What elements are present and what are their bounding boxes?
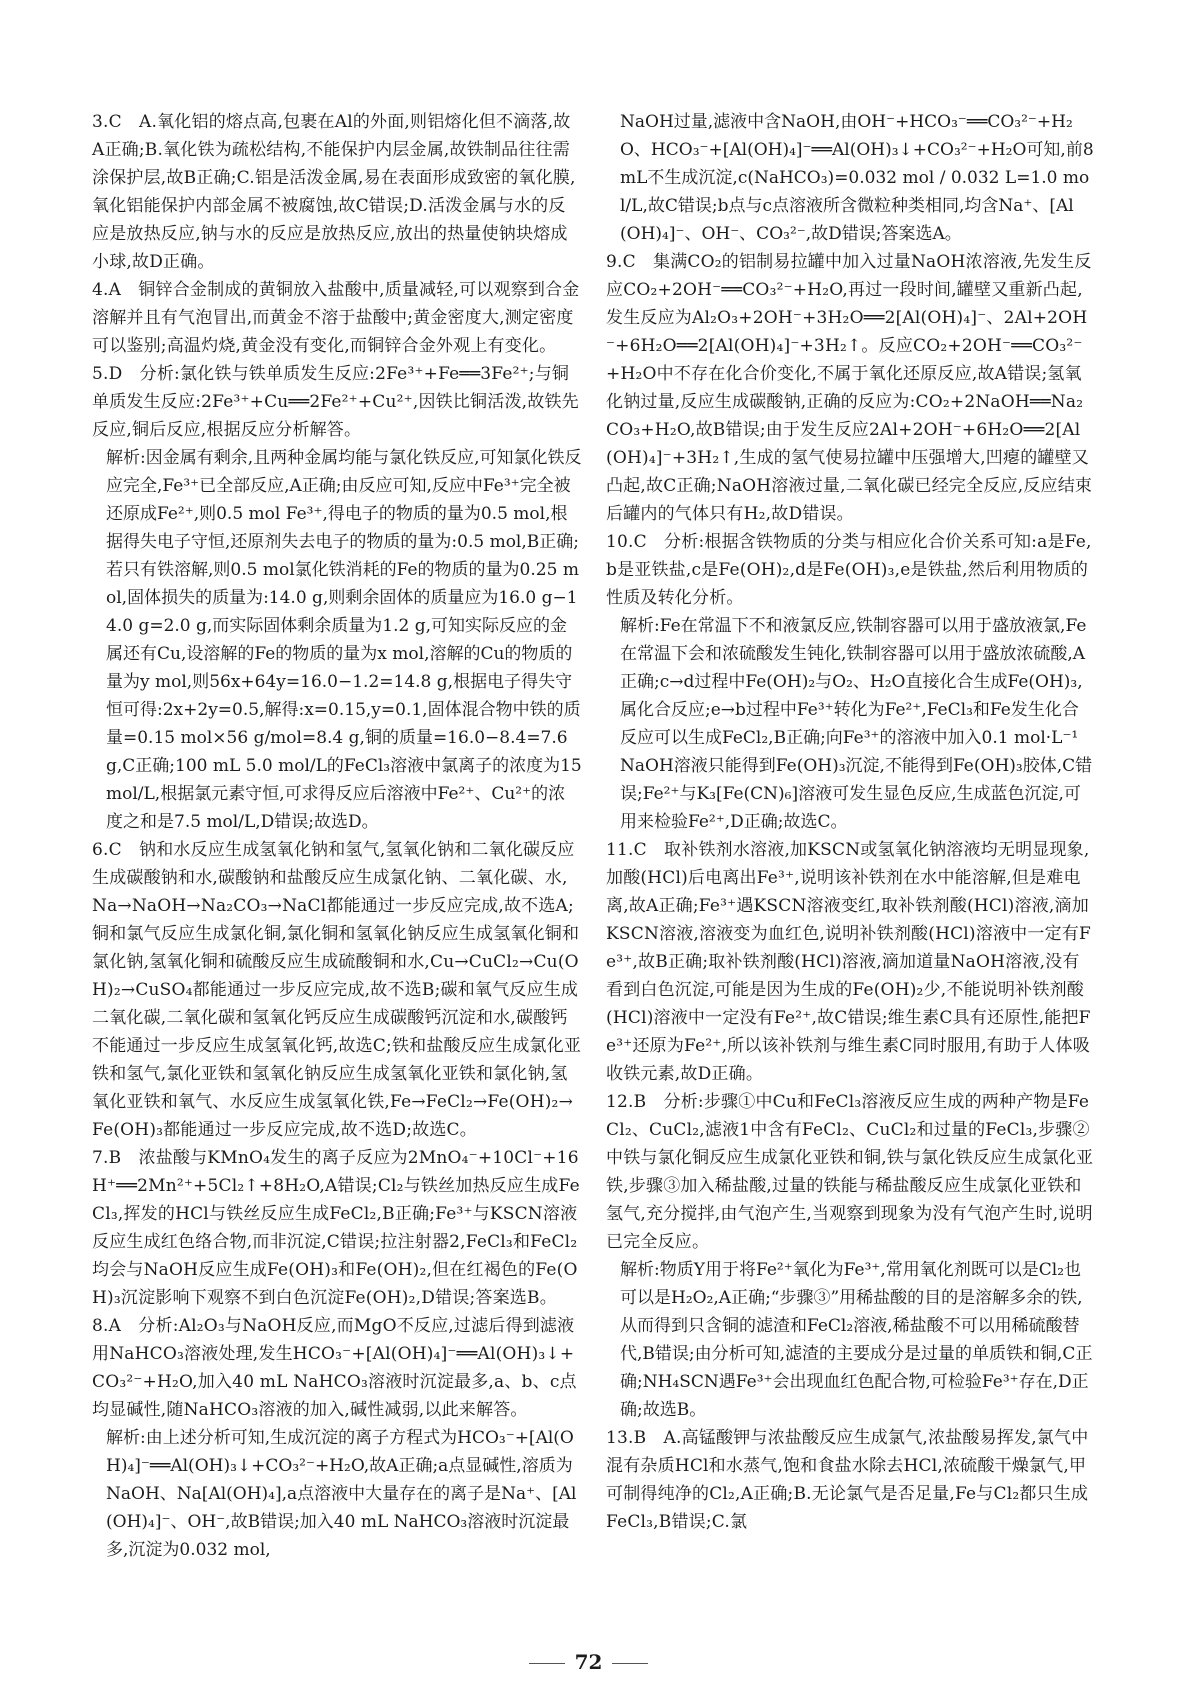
answer-4: 4.A 铜锌合金制成的黄铜放入盐酸中,质量减轻,可以观察到合金溶解并且有气泡冒出,而黄金不溶于盐酸中;黄金密度大,测定密度可以鉴别;高温灼烧,黄金没有变化,而铜锌合金外观上有变化。 — [92, 280, 580, 356]
answer-8-analysis: 8.A 分析:Al₂O₃与NaOH反应,而MgO不反应,过滤后得到滤液用NaHCO₃溶液处理,发生HCO₃⁻+[Al(OH)₄]⁻══Al(OH)₃↓+CO₃²⁻+H₂O,加入40 mL NaHCO₃溶液时沉淀最多,a、b、c点均显碱性,随NaHCO₃溶液的加入,碱性减弱,以此来解答。 — [92, 1316, 577, 1420]
answer-9: 9.C 集满CO₂的铝制易拉罐中加入过量NaOH浓溶液,先发生反应CO₂+2OH⁻══CO₃²⁻+H₂O,再过一段时间,罐壁又重新凸起,发生反应为Al₂O₃+2OH⁻+3H₂O══2[Al(OH)₄]⁻、2Al+2OH⁻+6H₂O══2[Al(OH)₄]⁻+3H₂↑。反应CO₂+2OH⁻══CO₃²⁻+H₂O中不存在化合价变化,不属于氧化还原反应,故A错误;氢氧化钠过量,反应生成碳酸钠,正确的反应为:CO₂+2NaOH══Na₂CO₃+H₂O,故B错误;由于发生反应2Al+2OH⁻+6H₂O══2[Al(OH)₄]⁻+3H₂↑,生成的氢气使易拉罐中压强增大,凹瘪的罐壁又凸起,故C正确;NaOH溶液过量,二氧化碳已经完全反应,反应结束后罐内的气体只有H₂,故D错误。 — [606, 252, 1093, 524]
answer-12-explanation: 解析:物质Y用于将Fe²⁺氧化为Fe³⁺,常用氧化剂既可以是Cl₂也可以是H₂O₂,A正确;“步骤③”用稀盐酸的目的是溶解多余的铁,从而得到只含铜的滤渣和FeCl₂溶液,稀盐酸不可以用稀硫酸替代,B错误;由分析可知,滤渣的主要成分是过量的单质铁和铜,C正确;NH₄SCN遇Fe³⁺会出现血红色配合物,可检验Fe³⁺存在,D正确;故选B。 — [620, 1260, 1093, 1420]
answer-7: 7.B 浓盐酸与KMnO₄发生的离子反应为2MnO₄⁻+10Cl⁻+16H⁺══2Mn²⁺+5Cl₂↑+8H₂O,A错误;Cl₂与铁丝加热反应生成FeCl₃,挥发的HCl与铁丝反应生成FeCl₂,B正确;Fe³⁺与KSCN溶液反应生成红色络合物,而非沉淀,C错误;拉注射器2,FeCl₃和FeCl₂均会与NaOH反应生成Fe(OH)₃和Fe(OH)₂,但在红褐色的Fe(OH)₃沉淀影响下观察不到白色沉淀Fe(OH)₂,D错误;答案选B。 — [92, 1148, 580, 1308]
answer-3: 3.C A.氧化铝的熔点高,包裹在Al的外面,则铝熔化但不滴落,故A正确;B.氧化铁为疏松结构,不能保护内层金属,故铁制品往往需涂保护层,故B正确;C.铝是活泼金属,易在表面形成致密的氧化膜,氧化铝能保护内部金属不被腐蚀,故C错误;D.活泼金属与水的反应是放热反应,钠与水的反应是放热反应,放出的热量使钠块熔成小球,故D正确。 — [92, 112, 576, 272]
page-footer — [0, 1648, 1177, 1676]
answer-8-explanation: 解析:由上述分析可知,生成沉淀的离子方程式为HCO₃⁻+[Al(OH)₄]⁻══Al(OH)₃↓+CO₃²⁻+H₂O,故A正确;a点显碱性,溶质为NaOH、Na[Al(OH)₄],a点溶液中大量存在的离子是Na⁺、[Al(OH)₄]⁻、OH⁻,故B错误;加入40 mL NaHCO₃溶液时沉淀最多,沉淀为0.032 mol, — [106, 1428, 577, 1560]
answer-5-explanation: 解析:因金属有剩余,且两种金属均能与氯化铁反应,可知氯化铁反应完全,Fe³⁺已全部反应,A正确;由反应可知,反应中Fe³⁺完全被还原成Fe²⁺,则0.5 mol Fe³⁺,得电子的物质的量为0.5 mol,根据得失电子守恒,还原剂失去电子的物质的量为:0.5 mol,B正确;若只有铁溶解,则0.5 mol氯化铁消耗的Fe的物质的量为0.25 mol,固体损失的质量为:14.0 g,则剩余固体的质量应为16.0 g−14.0 g=2.0 g,而实际固体剩余质量为1.2 g,可知实际反应的金属还有Cu,设溶解的Fe的物质的量为x mol,溶解的Cu的物质的量为y mol,则56x+64y=16.0−1.2=14.8 g,根据电子得失守恒可得:2x+2y=0.5,解得:x=0.15,y=0.1,固体混合物中铁的质量=0.15 mol×56 g/mol=8.4 g,铜的质量=16.0−8.4=7.6 g,C正确;100 mL 5.0 mol/L的FeCl₃溶液中氯离子的浓度为15 mol/L,根据氯元素守恒,可求得反应后溶液中Fe²⁺、Cu²⁺的浓度之和是7.5 mol/L,D错误;故选D。 — [106, 448, 582, 832]
footer-dash-right — [612, 1663, 648, 1664]
answer-12-analysis: 12.B 分析:步骤①中Cu和FeCl₃溶液反应生成的两种产物是FeCl₂、CuCl₂,滤液1中含有FeCl₂、CuCl₂和过量的FeCl₃,步骤②中铁与氯化铜反应生成氯化亚铁和铜,铁与氯化铁反应生成氯化亚铁,步骤③加入稀盐酸,过量的铁能与稀盐酸反应生成氯化亚铁和氢气,充分搅拌,由气泡产生,当观察到现象为没有气泡产生时,说明已完全反应。 — [606, 1092, 1094, 1252]
answer-11: 11.C 取补铁剂水溶液,加KSCN或氢氧化钠溶液均无明显现象,加酸(HCl)后电离出Fe³⁺,说明该补铁剂在水中能溶解,但是难电离,故A正确;Fe³⁺遇KSCN溶液变红,取补铁剂酸(HCl)溶液,滴加KSCN溶液,溶液变为血红色,说明补铁剂酸(HCl)溶液中一定有Fe³⁺,故B正确;取补铁剂酸(HCl)溶液,滴加道量NaOH溶液,没有看到白色沉淀,可能是因为生成的Fe(OH)₂少,不能说明补铁剂酸(HCl)溶液中一定没有Fe²⁺,故C错误;维生素C具有还原性,能把Fe³⁺还原为Fe²⁺,所以该补铁剂与维生素C同时服用,有助于人体吸收铁元素,故D正确。 — [606, 840, 1091, 1084]
answer-13: 13.B A.高锰酸钾与浓盐酸反应生成氯气,浓盐酸易挥发,氯气中混有杂质HCl和水蒸气,饱和食盐水除去HCl,浓硫酸干燥氯气,甲可制得纯净的Cl₂,A正确;B.无论氯气是否足量,Fe与Cl₂都只生成FeCl₃,B错误;C.氯 — [606, 1428, 1089, 1532]
answer-8-continued: NaOH过量,滤液中含NaOH,由OH⁻+HCO₃⁻══CO₃²⁻+H₂O、HCO₃⁻+[Al(OH)₄]⁻══Al(OH)₃↓+CO₃²⁻+H₂O可知,前8 mL不生成沉淀,c(NaHCO₃)=0.032 mol / 0.032 L=1.0 mol/L,故C错误;b点与c点溶液所含微粒种类相同,均含Na⁺、[Al(OH)₄]⁻、OH⁻、CO₃²⁻,故D错误;答案选A。 — [620, 112, 1094, 244]
answer-6: 6.C 钠和水反应生成氢氧化钠和氢气,氢氧化钠和二氧化碳反应生成碳酸钠和水,碳酸钠和盐酸反应生成氯化钠、二氧化碳、水,Na→NaOH→Na₂CO₃→NaCl都能通过一步反应完成,故不选A;铜和氯气反应生成氯化铜,氯化铜和氢氧化钠反应生成氢氧化铜和氯化钠,氢氧化铜和硫酸反应生成硫酸铜和水,Cu→CuCl₂→Cu(OH)₂→CuSO₄都能通过一步反应完成,故不选B;碳和氧气反应生成二氧化碳,二氧化碳和氢氧化钙反应生成碳酸钙沉淀和水,碳酸钙不能通过一步反应生成氢氧化钙,故选C;铁和盐酸反应生成氯化亚铁和氢气,氯化亚铁和氢氧化钠反应生成氢氧化亚铁和氯化钠,氢氧化亚铁和氧气、水反应生成氢氧化铁,Fe→FeCl₂→Fe(OH)₂→Fe(OH)₃都能通过一步反应完成,故不选D;故选C。 — [92, 840, 582, 1140]
answer-10-explanation: 解析:Fe在常温下不和液氯反应,铁制容器可以用于盛放液氯,Fe在常温下会和浓硫酸发生钝化,铁制容器可以用于盛放浓硫酸,A正确;c→d过程中Fe(OH)₂与O₂、H₂O直接化合生成Fe(OH)₃,属化合反应;e→b过程中Fe³⁺转化为Fe²⁺,FeCl₃和Fe发生化合反应可以生成FeCl₂,B正确;向Fe³⁺的溶液中加入0.1 mol·L⁻¹ NaOH溶液只能得到Fe(OH)₃沉淀,不能得到Fe(OH)₃胶体,C错误;Fe²⁺与K₃[Fe(CN)₆]溶液可发生显色反应,生成蓝色沉淀,可用来检验Fe²⁺,D正确;故选C。 — [620, 616, 1093, 832]
page-number: 72 — [574, 1650, 603, 1674]
footer-dash-left — [529, 1663, 565, 1664]
answer-10-analysis: 10.C 分析:根据含铁物质的分类与相应化合价关系可知:a是Fe,b是亚铁盐,c是Fe(OH)₂,d是Fe(OH)₃,e是铁盐,然后利用物质的性质及转化分析。 — [606, 532, 1092, 608]
left-column — [92, 108, 582, 1564]
right-column — [606, 108, 1094, 1536]
answer-5-analysis: 5.D 分析:氯化铁与铁单质发生反应:2Fe³⁺+Fe══3Fe²⁺;与铜单质发生反应:2Fe³⁺+Cu══2Fe²⁺+Cu²⁺,因铁比铜活泼,故铁先反应,铜后反应,根据反应分析解答。 — [92, 364, 579, 440]
